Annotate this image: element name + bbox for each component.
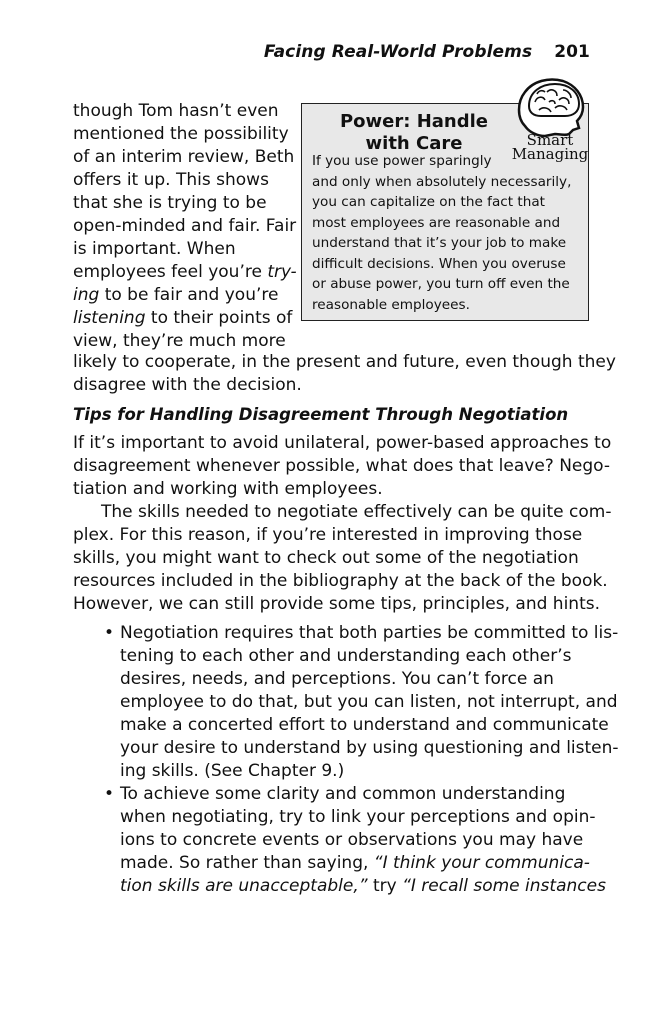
logo-line: Managing xyxy=(511,145,589,163)
sidebar-line: and only when absolutely necessarily, xyxy=(312,173,572,190)
text-run-italic: ing xyxy=(73,285,100,305)
sidebar-line: reasonable employees. xyxy=(312,296,470,313)
text-line: your desire to understand by using questioning and listen- xyxy=(120,738,619,758)
sidebar-line: or abuse power, you turn off even the xyxy=(312,276,570,292)
text-run-italic: “I recall some instances xyxy=(402,876,606,896)
text-run: made. So rather than saying, xyxy=(120,853,374,873)
text-line: open-minded and fair. Fair xyxy=(73,216,297,236)
text-run-italic: listening xyxy=(73,308,146,328)
bullet-icon: • xyxy=(104,623,115,643)
text-line: though Tom hasn’t even xyxy=(73,101,279,121)
bullet-icon: • xyxy=(104,784,115,804)
header-title: Facing Real-World Problems xyxy=(263,42,533,62)
text-line: Negotiation requires that both parties be committed to lis- xyxy=(120,623,619,643)
text-line xyxy=(73,307,292,330)
text-line xyxy=(120,876,606,896)
sidebar-line: understand that it’s your job to make xyxy=(312,235,567,251)
text-line: employee to do that, but you can listen, not interrupt, and xyxy=(120,692,618,712)
logo-line: Smart xyxy=(526,131,574,149)
text-run-italic: “I think your communica- xyxy=(373,853,590,873)
text-run-italic: tion skills are unacceptable,” xyxy=(120,876,368,896)
text-line: disagreement whenever possible, what does that leave? Nego- xyxy=(73,456,611,476)
sidebar-line: you can capitalize on the fact that xyxy=(312,194,546,210)
text-line: of an interim review, Beth xyxy=(73,147,295,167)
text-line: when negotiating, try to link your perceptions and opin- xyxy=(120,807,596,827)
text-line: resources included in the bibliography at the back of the book. xyxy=(73,571,608,591)
sidebar-body xyxy=(312,151,571,315)
text-line: is important. When xyxy=(73,239,236,259)
text-line xyxy=(73,261,297,284)
text-line: ing skills. (See Chapter 9.) xyxy=(120,761,345,781)
sidebar-line: difficult decisions. When you overuse xyxy=(312,255,566,272)
text-line: skills, you might want to check out some of the negotiation xyxy=(73,548,579,568)
text-line: make a concerted effort to understand and communicate xyxy=(120,715,609,735)
text-line xyxy=(120,853,590,873)
text-line: plex. For this reason, if you’re interested in improving those xyxy=(73,525,583,545)
text-run: try xyxy=(367,876,403,896)
sidebar-line: If you use power sparingly xyxy=(312,153,492,169)
page-number: 201 xyxy=(554,42,590,62)
text-line: offers it up. This shows xyxy=(73,170,269,190)
running-header xyxy=(0,42,590,62)
text-line: To achieve some clarity and common understanding xyxy=(120,784,566,804)
text-line: tening to each other and understanding each other’s xyxy=(120,646,572,666)
section-subhead: Tips for Handling Disagreement Through Negotiation xyxy=(73,405,569,424)
text-line: ions to concrete events or observations you may have xyxy=(120,830,584,850)
text-line: that she is trying to be xyxy=(73,193,267,213)
text-line: likely to cooperate, in the present and future, even though they xyxy=(73,352,616,372)
sidebar-title-line: Power: Handle xyxy=(339,111,489,132)
text-run: to be fair and you’re xyxy=(99,285,279,305)
text-line: The skills needed to negotiate effectively can be quite com- xyxy=(101,502,612,522)
text-line: view, they’re much more xyxy=(73,331,286,351)
text-line xyxy=(73,284,278,307)
logo-text xyxy=(509,133,591,161)
text-line: However, we can still provide some tips, principles, and hints. xyxy=(73,594,601,614)
text-line: tiation and working with employees. xyxy=(73,479,383,499)
text-line: mentioned the possibility xyxy=(73,124,289,144)
text-line: If it’s important to avoid unilateral, power-based approaches to xyxy=(73,433,612,453)
sidebar-title-line: with Care xyxy=(365,133,463,154)
text-line: desires, needs, and perceptions. You can’t force an xyxy=(120,669,554,689)
text-run: to their points of xyxy=(145,308,293,328)
text-line: disagree with the decision. xyxy=(73,375,302,395)
sidebar-line: most employees are reasonable and xyxy=(312,214,561,231)
text-run-italic: try- xyxy=(267,262,297,282)
sidebar-title xyxy=(302,111,526,155)
text-run: employees feel you’re xyxy=(73,262,268,282)
